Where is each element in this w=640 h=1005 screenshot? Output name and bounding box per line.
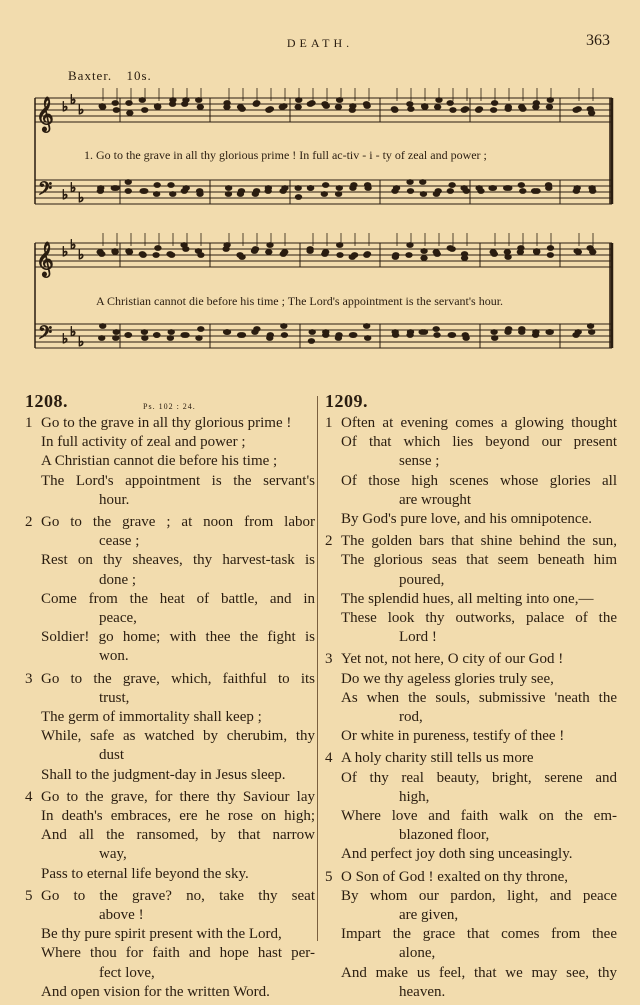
flat-icon: ♭ (70, 324, 77, 339)
verse-line: way, (99, 846, 127, 863)
note-head (183, 247, 189, 252)
verse-line: Come from the heat of battle, and in (41, 590, 315, 607)
stanza-number: 2 (25, 514, 33, 531)
note-head (322, 102, 328, 107)
note-head (281, 324, 287, 329)
verse-line: Lord ! (399, 629, 437, 646)
note-head (112, 250, 118, 255)
verse-line: cease ; (99, 533, 140, 550)
note-head (349, 333, 355, 338)
note-head (280, 189, 286, 194)
note-head (505, 255, 511, 260)
note-head (99, 105, 105, 110)
note-head (349, 108, 355, 113)
note-head (531, 189, 537, 194)
stanza-number: 3 (25, 670, 33, 687)
verse-line: peace, (99, 610, 137, 627)
verse-line: heaven. (399, 983, 446, 1000)
note-head (225, 192, 231, 197)
note-head (407, 189, 413, 194)
verse-line: Where love and faith walk on the em- (341, 808, 617, 825)
note-head (447, 189, 453, 194)
verse-line: And make us feel, that we may see, thy (341, 964, 617, 981)
verse-line: The germ of immortality shall keep ; (41, 709, 262, 726)
note-head (505, 330, 511, 335)
hymn-heading (325, 392, 617, 414)
note-head (181, 189, 187, 194)
note-head (197, 105, 203, 110)
note-head (98, 186, 104, 191)
note-head (350, 186, 356, 191)
note-head (295, 195, 301, 200)
note-head (322, 250, 328, 255)
note-head (461, 108, 467, 113)
note-head (587, 324, 593, 329)
stanza (325, 414, 617, 529)
note-head (237, 192, 243, 197)
hymn-number: 1209. (325, 391, 368, 411)
note-head (225, 186, 231, 191)
note-head (113, 186, 119, 191)
verse-line: blazoned floor, (399, 827, 490, 844)
note-head (448, 333, 454, 338)
note-head (142, 336, 148, 341)
note-head (421, 256, 427, 261)
verse-line: As when the souls, submissive 'neath the (341, 689, 617, 706)
note-head (573, 189, 579, 194)
note-head (267, 243, 273, 248)
note-head (153, 333, 159, 338)
note-head (364, 336, 370, 341)
stanza-number: 4 (25, 788, 33, 805)
note-head (547, 98, 553, 103)
note-head (519, 330, 525, 335)
verse-line: Go to the grave ; at noon from labor (41, 514, 315, 531)
note-head (253, 102, 259, 107)
treble-clef-icon: 𝄞 (36, 242, 54, 277)
verse-line: Of those high scenes whose glories all (341, 472, 617, 489)
note-head (281, 333, 287, 338)
note-head (266, 250, 272, 255)
note-head (490, 108, 496, 113)
verse-line: A Christian cannot die before his time ; (41, 453, 278, 470)
note-head (337, 243, 343, 248)
note-head (237, 253, 243, 258)
note-head (154, 183, 160, 188)
note-head (351, 253, 357, 258)
note-head (547, 253, 553, 258)
verse-line: are wrought (399, 491, 472, 508)
stanza-number: 1 (25, 415, 33, 431)
verse-line: By whom our pardon, light, and peace (341, 887, 617, 904)
note-head (575, 250, 581, 255)
flat-icon: ♭ (70, 92, 77, 107)
note-head (125, 189, 131, 194)
flat-icon: ♭ (78, 334, 85, 349)
stanza (325, 749, 617, 864)
note-head (449, 247, 455, 252)
note-head (265, 186, 271, 191)
note-head (309, 330, 315, 335)
note-head (573, 108, 579, 113)
note-head (321, 192, 327, 197)
stanza-number: 5 (325, 868, 333, 885)
verse-line: Go to the grave in all thy glorious prime ! (41, 415, 292, 431)
note-head (476, 186, 482, 191)
note-head (125, 180, 131, 185)
note-head (504, 250, 510, 255)
verse-line: sense ; (399, 453, 440, 470)
bass-clef-icon: 𝄢 (38, 179, 53, 204)
note-head (113, 108, 119, 113)
note-head (365, 186, 371, 191)
note-head (197, 192, 203, 197)
note-head (434, 105, 440, 110)
note-head (182, 102, 188, 107)
note-head (337, 253, 343, 258)
hymn-heading (25, 392, 315, 414)
note-head (237, 333, 243, 338)
note-head (168, 253, 174, 258)
verse-line: Or white in pureness, testify of thee ! (341, 728, 565, 745)
note-head (433, 327, 439, 332)
note-head (363, 324, 369, 329)
note-head (127, 111, 133, 116)
verse-line: And all the ransomed, by that narrow (41, 827, 315, 844)
note-head (520, 189, 526, 194)
flat-icon: ♭ (78, 190, 85, 205)
note-head (223, 247, 229, 252)
flat-icon: ♭ (62, 99, 69, 114)
verse-line: Go to the grave, for there thy Saviour lay (41, 788, 315, 805)
flat-icon: ♭ (70, 180, 77, 195)
verse-line: alone, (399, 945, 436, 962)
stanza (325, 532, 617, 647)
note-head (140, 253, 146, 258)
note-head (393, 253, 399, 258)
flat-icon: ♭ (62, 244, 69, 259)
note-head (125, 333, 131, 338)
note-head (463, 336, 469, 341)
note-head (433, 192, 439, 197)
note-head (336, 98, 342, 103)
note-head (126, 101, 132, 106)
hymn-1209 (325, 392, 617, 1005)
verse-line: O Son of God ! exalted on thy throne, (341, 868, 569, 885)
verse-line: A holy charity still tells us more (341, 750, 534, 767)
note-head (155, 105, 161, 110)
note-head (153, 192, 159, 197)
verse-line: The splendid hues, all melting into one,— (341, 590, 594, 607)
stanza (25, 670, 315, 785)
note-head (393, 186, 399, 191)
bass-clef-icon: 𝄢 (38, 323, 53, 348)
note-head (196, 336, 202, 341)
note-head (100, 324, 106, 329)
verse-line: Often at evening comes a glowing thought (341, 415, 617, 431)
note-head (323, 330, 329, 335)
note-head (490, 186, 496, 191)
hymn-number: 1208. (25, 391, 68, 411)
note-head (141, 330, 147, 335)
note-head (223, 330, 229, 335)
note-head (506, 186, 512, 191)
stanza (25, 513, 315, 667)
music-score (0, 80, 640, 380)
column-divider (317, 396, 318, 941)
note-head (97, 250, 103, 255)
stanza-list (25, 414, 315, 1002)
page-number: 363 (586, 32, 610, 49)
stanza-number: 1 (325, 415, 333, 431)
flat-icon: ♭ (62, 187, 69, 202)
note-head (588, 111, 594, 116)
note-head (335, 105, 341, 110)
verse-line: Pass to eternal life beyond the sky. (41, 865, 249, 882)
stanza (325, 650, 617, 746)
verse-line: Be thy pure spirit present with the Lord, (41, 926, 282, 943)
note-head (434, 333, 440, 338)
note-head (295, 105, 301, 110)
note-head (407, 102, 413, 107)
note-head (181, 333, 187, 338)
flat-icon: ♭ (78, 247, 85, 262)
note-head (505, 105, 511, 110)
note-head (308, 339, 314, 344)
note-head (168, 330, 174, 335)
verse-line: rod, (399, 709, 423, 726)
verse-line: Go to the grave, which, faithful to its (41, 670, 315, 687)
note-head (307, 102, 313, 107)
verse-line: The golden bars that shine behind the sun, (341, 533, 617, 550)
verse-line: Where thou for faith and hope hast per- (41, 945, 315, 962)
note-head (407, 180, 413, 185)
stanza (25, 788, 315, 884)
running-head: DEATH. (286, 36, 354, 50)
flat-icon: ♭ (70, 237, 77, 252)
stanza-number: 2 (325, 533, 333, 550)
note-head (420, 180, 426, 185)
note-head (142, 189, 148, 194)
verse-line: won. (99, 648, 129, 665)
note-head (546, 186, 552, 191)
note-head (363, 102, 369, 107)
note-head (450, 108, 456, 113)
note-head (126, 250, 132, 255)
note-head (491, 330, 497, 335)
lyric-line-2: A Christian cannot die before his time ; The Lord's appointment is the servant's hour. (96, 294, 504, 308)
note-head (99, 336, 105, 341)
note-head (252, 247, 258, 252)
note-head (475, 108, 481, 113)
stanza-number: 3 (325, 651, 333, 668)
scripture-reference: Ps. 102 : 24. (143, 402, 196, 411)
verse-line: In full activity of zeal and power ; (41, 434, 246, 451)
verse-line: Yet not, not here, O city of our God ! (341, 651, 564, 668)
note-head (590, 250, 596, 255)
verse-line: high, (399, 788, 430, 805)
verse-line: fect love, (99, 964, 155, 981)
verse-line: Of that which lies beyond our present (341, 434, 617, 451)
stanza-number: 5 (25, 887, 33, 904)
note-head (447, 101, 453, 106)
note-head (518, 183, 524, 188)
note-head (420, 192, 426, 197)
note-head (153, 253, 159, 258)
note-head (252, 192, 258, 197)
note-head (546, 105, 552, 110)
flat-icon: ♭ (62, 331, 69, 346)
note-head (533, 105, 539, 110)
note-head (392, 333, 398, 338)
verse-line: dust (99, 747, 125, 764)
stanza (25, 414, 315, 510)
note-head (112, 101, 118, 106)
note-head (407, 333, 413, 338)
verse-line: are given, (399, 907, 459, 924)
note-head (198, 327, 204, 332)
verse-line: And open vision for the written Word. (41, 983, 270, 1000)
note-head (168, 183, 174, 188)
note-head (532, 333, 538, 338)
note-head (491, 336, 497, 341)
verse-line: done ; (99, 571, 137, 588)
stanza (25, 887, 315, 1002)
note-head (169, 102, 175, 107)
verse-line: By God's pure love, and his omnipotence. (341, 511, 592, 528)
note-head (237, 105, 243, 110)
verse-line: The glorious seas that seem beneath him (341, 552, 617, 569)
note-head (392, 108, 398, 113)
note-head (198, 253, 204, 258)
note-head (421, 249, 427, 254)
note-head (295, 186, 301, 191)
note-head (279, 105, 285, 110)
note-head (113, 336, 119, 341)
note-head (167, 336, 173, 341)
note-head (224, 105, 230, 110)
stanza-number: 4 (325, 750, 333, 767)
stanza (325, 868, 617, 1002)
verse-line: And perfect joy doth sing unceasingly. (341, 846, 573, 863)
note-head (547, 330, 553, 335)
note-head (490, 250, 496, 255)
note-head (322, 183, 328, 188)
note-head (139, 98, 145, 103)
note-head (407, 243, 413, 248)
hymn-1208 (25, 392, 315, 1005)
verse-line: hour. (99, 491, 130, 508)
verse-line: Go to the grave? no, take thy seat (41, 887, 315, 904)
verse-line: These look thy outworks, palace of the (341, 610, 617, 627)
note-head (533, 250, 539, 255)
verse-line: Impart the grace that comes from thee (341, 926, 617, 943)
note-head (588, 330, 594, 335)
verse-line: Of thy real beauty, bright, serene and (341, 769, 617, 786)
note-head (422, 105, 428, 110)
treble-clef-icon: 𝄞 (36, 97, 54, 132)
note-head (252, 330, 258, 335)
note-head (433, 250, 439, 255)
lyric-line-1: 1. Go to the grave in all thy glorious prime ! In full ac-tiv - i - ty of zeal and power ; (84, 148, 487, 162)
note-head (449, 183, 455, 188)
note-head (307, 186, 313, 191)
note-head (307, 247, 313, 252)
verse-line: Soldier! go home; with thee the fight is (41, 629, 315, 646)
note-head (589, 186, 595, 191)
verse-line: In death's embraces, ere he rose on high; (41, 808, 315, 825)
note-head (170, 192, 176, 197)
note-head (142, 108, 148, 113)
note-head (408, 107, 414, 112)
tune-meter: 10s. (126, 68, 152, 83)
verse-line: above ! (99, 907, 144, 924)
note-head (282, 250, 288, 255)
note-head (266, 108, 272, 113)
note-head (491, 101, 497, 106)
note-head (364, 253, 370, 258)
note-head (336, 186, 342, 191)
note-head (421, 330, 427, 335)
note-head (406, 253, 412, 258)
note-head (335, 336, 341, 341)
note-head (461, 256, 467, 261)
note-head (463, 189, 469, 194)
verse-line: While, safe as watched by cherubim, thy (41, 728, 315, 745)
note-head (155, 246, 161, 251)
note-head (113, 330, 119, 335)
note-head (517, 250, 523, 255)
verse-line: Shall to the judgment-day in Jesus sleep. (41, 766, 286, 783)
verse-line: trust, (99, 689, 130, 706)
tune-name: Baxter. (68, 68, 113, 83)
note-head (335, 192, 341, 197)
verse-line: Do we thy ageless glories truly see, (341, 670, 554, 687)
stanza-list (325, 414, 617, 1002)
note-head (267, 336, 273, 341)
verse-line: Rest on thy sheaves, thy harvest-task is (41, 552, 315, 569)
note-head (575, 330, 581, 335)
note-head (519, 105, 525, 110)
verse-line: The Lord's appointment is the servant's (41, 472, 315, 489)
flat-icon: ♭ (78, 102, 85, 117)
verse-line: poured, (399, 571, 445, 588)
note-head (547, 246, 553, 251)
